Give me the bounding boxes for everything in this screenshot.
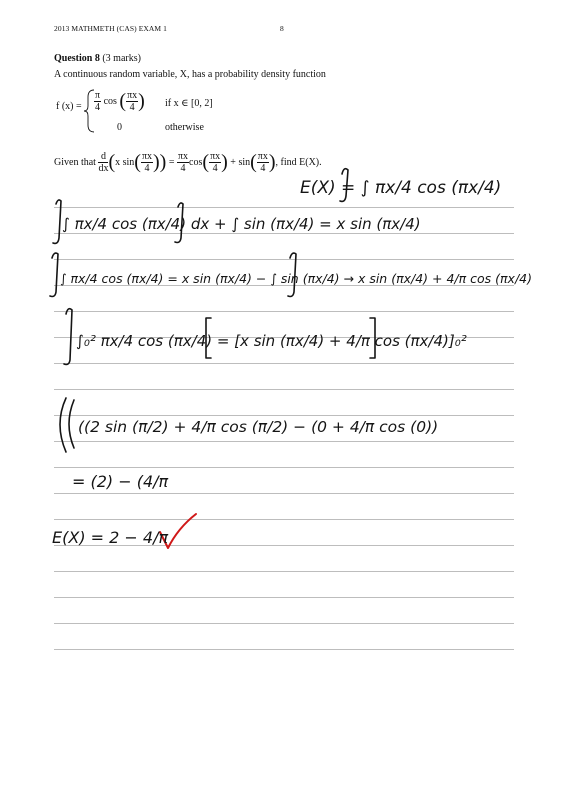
hw-line-4: ∫₀² πx/4 cos (πx/4) = [x sin (πx/4) + 4/π cos (πx/4)]₀² (76, 332, 467, 350)
hw-line-1: E(X) = ∫ πx/4 cos (πx/4) (300, 178, 502, 198)
hw-line-5: ((2 sin (π/2) + 4/π cos (π/2) − (0 + 4/π cos (0)) (78, 418, 439, 436)
hw-line-7: E(X) = 2 − 4/π (52, 528, 169, 547)
pdf-case1-condition: if x ∈ [0, 2] (165, 98, 213, 109)
hw-line-3: ∫ πx/4 cos (πx/4) = x sin (πx/4) − ∫ sin (πx/4) → x sin (πx/4) + 4/π cos (πx/4) (60, 271, 532, 286)
question-intro: A continuous random variable, X, has a probability density function (54, 69, 326, 80)
pdf-case2-condition: otherwise (165, 122, 204, 133)
parenthesis (69, 400, 74, 448)
question-number: Question 8 (54, 53, 100, 64)
hw-line-2: ∫ πx/4 cos (πx/4) dx + ∫ sin (πx/4) = x sin (πx/4) (62, 215, 421, 233)
pdf-case1: $\frac{\pi}{4}$ cos ( $\frac{\pi x}{4}$ ) (95, 90, 145, 113)
question-marks: (3 marks) (102, 53, 141, 64)
pdf-lhs: f (x) = (56, 101, 82, 112)
integral-sign (53, 200, 61, 243)
page-number: 8 (280, 24, 284, 33)
integral-sign (50, 253, 58, 296)
given-statement: Given that $\frac{d}{dx}$ (x sin( $\frac{\pi x}{4}$ )) = $\frac{\pi x}{4}$ cos( $\frac{\pi x}{4}$ ) + sin( $\frac{\pi x}{4}$ ), find E(X). (54, 151, 322, 174)
pdf-case2-value: 0 (117, 122, 122, 133)
exam-header: 2013 MATHMETH (CAS) EXAM 1 (54, 24, 168, 33)
parenthesis (60, 398, 66, 452)
hw-line-6: = (2) − (4/π (72, 472, 169, 491)
integral-sign (64, 309, 72, 365)
